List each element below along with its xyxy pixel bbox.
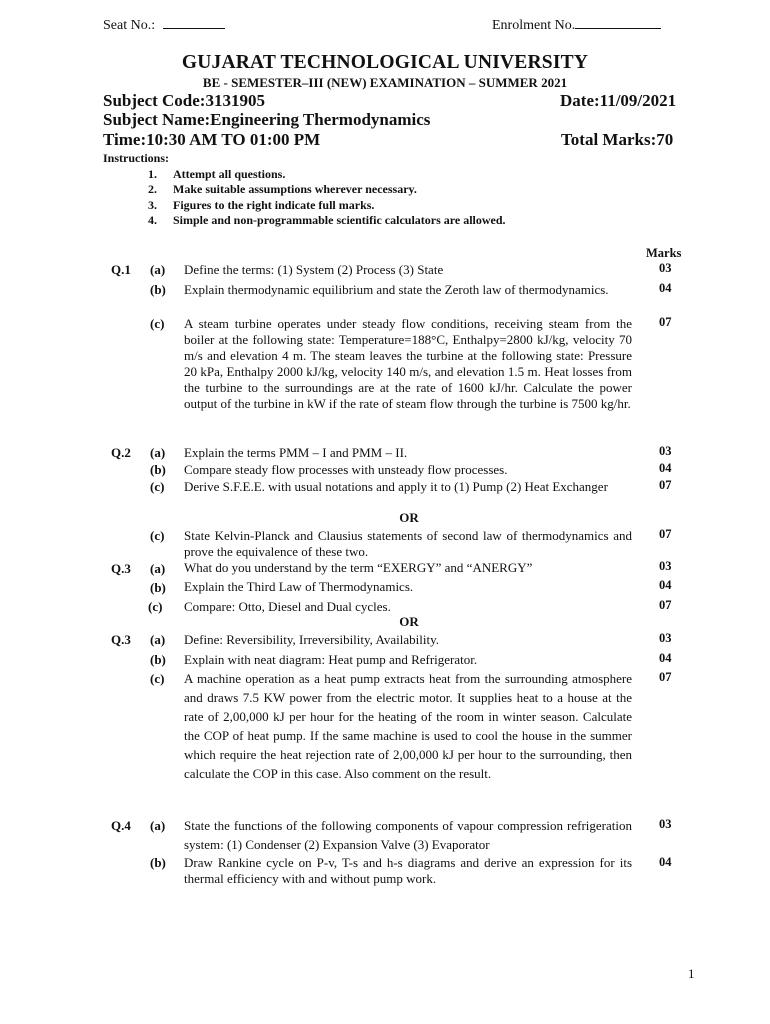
or-separator: OR: [399, 510, 419, 525]
question-text: What do you understand by the term “EXERGY” and “ANERGY”: [184, 560, 533, 575]
subquestion-label: (a): [150, 818, 166, 833]
seat-number-blank: [163, 16, 225, 29]
question-text: Explain the terms PMM – I and PMM – II.: [184, 445, 408, 460]
subquestion-label: (c): [150, 479, 165, 494]
total-marks: Total Marks:70: [561, 130, 674, 149]
question-text: A machine operation as a heat pump extracts heat from the surrounding atmosphere and draws 7.5 KW power from the electric motor. It supplies heat to a house at the rate of 2,00,000 kJ per hour for the heating of the room in winter season. Calculate the COP of heat pump. If the same machine is used to cool the house in the summer which require the heat rejection rate of 2,00,000 kJ per hour to the surrounding, then calculate the COP in this case. Also comment on the result.: [184, 671, 632, 781]
question-marks: 03: [659, 559, 672, 573]
question-text: Explain thermodynamic equilibrium and state the Zeroth law of thermodynamics.: [184, 282, 609, 297]
question-marks: 07: [659, 315, 672, 329]
subject-code: Subject Code:3131905: [103, 91, 265, 110]
or-separator: OR: [399, 614, 419, 629]
question-label: Q.4: [111, 818, 131, 833]
question-marks: 04: [659, 855, 672, 869]
question-text: Define the terms: (1) System (2) Process (3) State: [184, 262, 444, 277]
question-text: Derive S.F.E.E. with usual notations and apply it to (1) Pump (2) Heat Exchanger: [184, 479, 608, 494]
exam-date: Date:11/09/2021: [560, 91, 677, 110]
subquestion-label: (a): [150, 632, 166, 647]
instruction-item: 3. Figures to the right indicate full marks.: [148, 198, 375, 212]
question-marks: 03: [659, 631, 672, 645]
university-title: GUJARAT TECHNOLOGICAL UNIVERSITY: [181, 52, 589, 73]
question-marks: 07: [659, 670, 672, 684]
question-marks: 03: [659, 444, 672, 458]
question-text: Draw Rankine cycle on P-v, T-s and h-s diagrams and derive an expression for its thermal efficiency with and without pump work.: [184, 855, 632, 886]
instruction-item: 1. Attempt all questions.: [148, 167, 286, 181]
subquestion-label: (c): [150, 316, 165, 331]
subquestion-label: (a): [150, 262, 166, 277]
enrolment-number-label: Enrolment No.: [492, 18, 576, 33]
exam-time: Time:10:30 AM TO 01:00 PM: [103, 130, 321, 149]
subquestion-label: (b): [150, 462, 166, 477]
question-marks: 03: [659, 261, 672, 275]
question-text: Compare steady flow processes with unsteady flow processes.: [184, 462, 508, 477]
question-text: Explain with neat diagram: Heat pump and Refrigerator.: [184, 652, 478, 667]
subquestion-label: (c): [150, 671, 165, 686]
question-marks: 07: [659, 598, 672, 612]
question-marks: 07: [659, 478, 672, 492]
instruction-item: 2. Make suitable assumptions wherever necessary.: [148, 182, 417, 196]
question-marks: 04: [659, 461, 672, 475]
marks-column-header: Marks: [646, 246, 682, 260]
subquestion-label: (b): [150, 282, 166, 297]
question-label: Q.3: [111, 632, 131, 647]
question-text: Define: Reversibility, Irreversibility, Availability.: [184, 632, 439, 647]
page-number: 1: [688, 966, 695, 981]
question-label: Q.3: [111, 561, 131, 576]
question-marks: 07: [659, 527, 672, 541]
question-text: A steam turbine operates under steady flow conditions, receiving steam from the boiler at the following state: Temperature=188°C, Enthalpy=2800 kJ/kg, velocity 70 m/s and elevation 4 m. The steam leaves the turbine at the following state: Pressure 20 kPa, Enthalpy 2000 kJ/kg, velocity 140 m/s, and elevation 1.5 m. Heat losses from the turbine to the surroundings are at the rate of 1600 kJ/hr. Calculate the power output of the turbine in kW if the rate of steam flow through the turbine is 7500 kg/hr.: [184, 316, 632, 411]
subject-name: Subject Name:Engineering Thermodynamics: [103, 110, 431, 129]
seat-number-field: [103, 16, 225, 34]
question-marks: 04: [659, 651, 672, 665]
subquestion-label: (b): [150, 580, 166, 595]
subquestion-label: (a): [150, 561, 166, 576]
question-label: Q.2: [111, 445, 131, 460]
question-label: Q.1: [111, 262, 131, 277]
question-text: State the functions of the following components of vapour compression refrigeration system: (1) Condenser (2) Expansion Valve (3) Evaporator: [184, 818, 632, 852]
seat-number-label: Seat No.:: [103, 18, 156, 33]
question-marks: 03: [659, 817, 672, 831]
subquestion-label: (c): [150, 528, 165, 543]
enrolment-number-blank: [575, 16, 661, 29]
exam-semester: BE - SEMESTER–III (NEW) EXAMINATION – SUMMER 2021: [202, 75, 568, 90]
subquestion-label: (b): [150, 855, 166, 870]
enrolment-number-field: [492, 16, 661, 34]
instruction-item: 4. Simple and non-programmable scientific calculators are allowed.: [148, 213, 506, 227]
question-text: State Kelvin-Planck and Clausius statements of second law of thermodynamics and prove the equivalence of these two.: [184, 528, 632, 559]
instructions-title: Instructions:: [103, 151, 170, 165]
subquestion-label: (b): [150, 652, 166, 667]
subquestion-label: (c): [148, 599, 163, 614]
question-marks: 04: [659, 281, 672, 295]
question-text: Compare: Otto, Diesel and Dual cycles.: [184, 599, 391, 614]
subquestion-label: (a): [150, 445, 166, 460]
question-text: Explain the Third Law of Thermodynamics.: [184, 579, 414, 594]
question-marks: 04: [659, 578, 672, 592]
